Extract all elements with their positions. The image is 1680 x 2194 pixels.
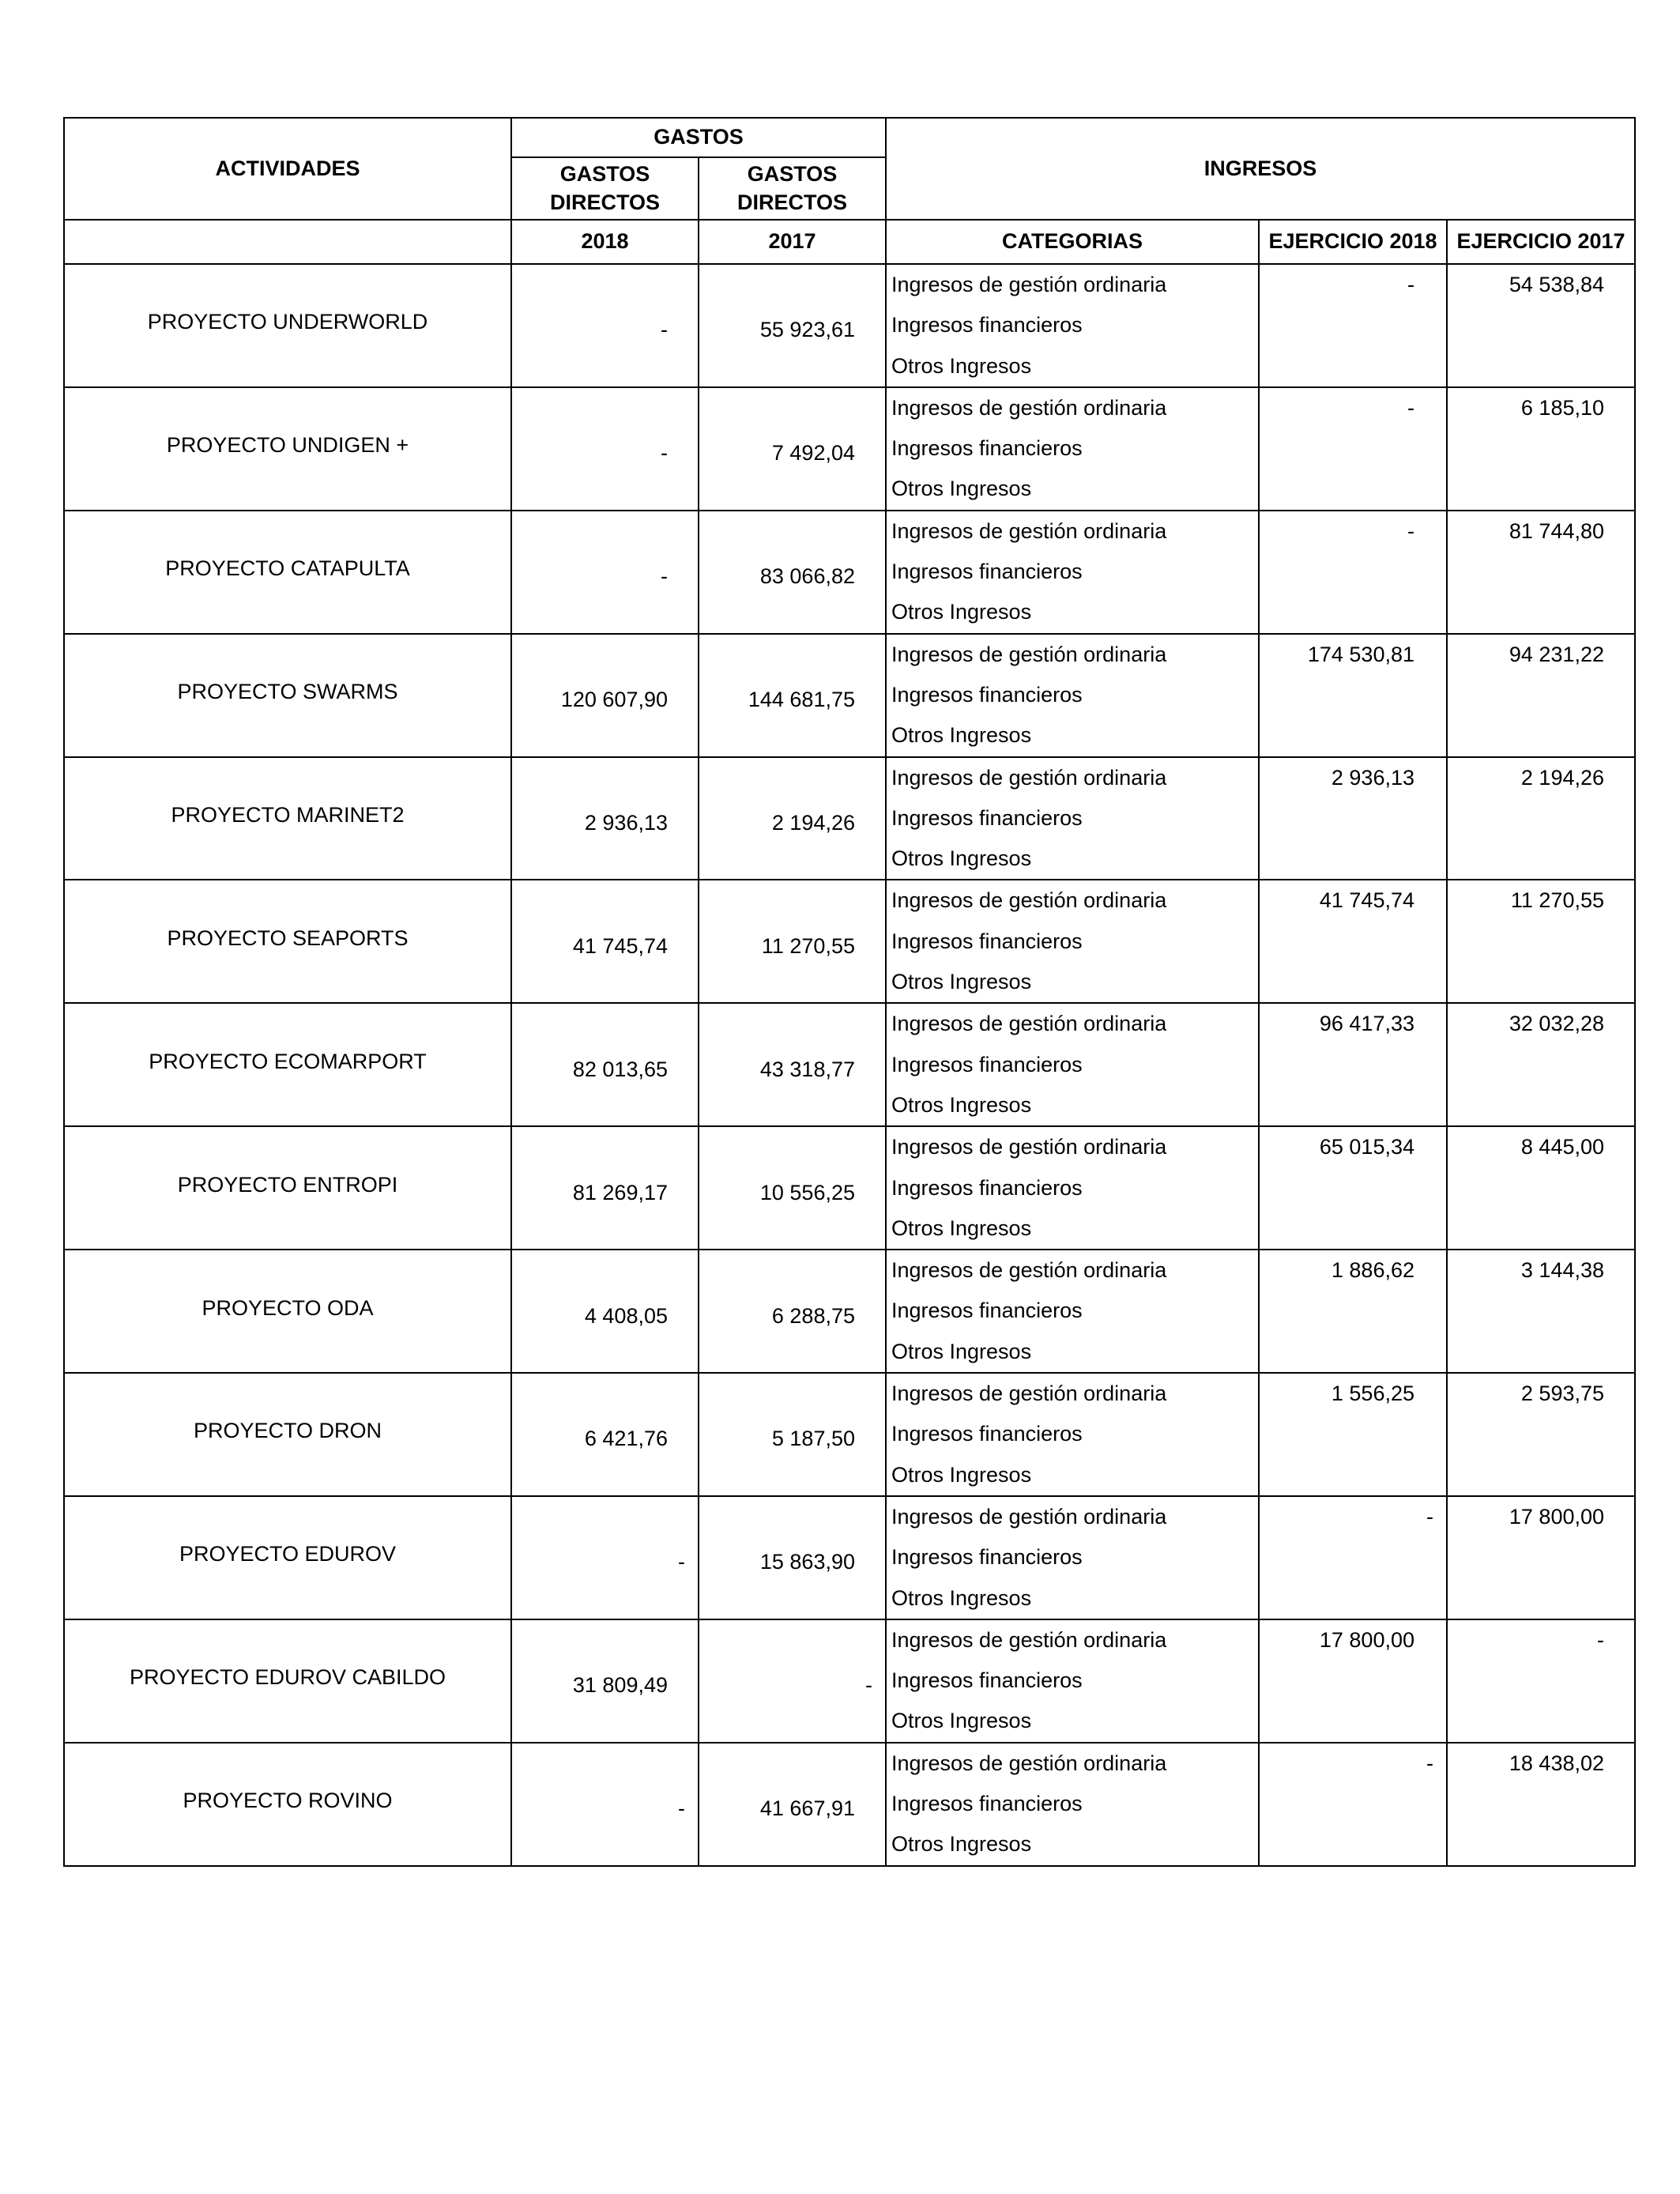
category-label: Otros Ingresos: [891, 477, 1032, 501]
ingresos-2017-value: 32 032,28: [1509, 1012, 1605, 1036]
ingresos-2017-value: 54 538,84: [1509, 273, 1605, 296]
table-row: [64, 1373, 1635, 1496]
gastos-2017-value: 5 187,50: [771, 1427, 855, 1451]
table-row: [64, 757, 1635, 880]
category-label: Otros Ingresos: [891, 1585, 1032, 1610]
gastos-2017-cell: [699, 1003, 886, 1126]
category-label: Otros Ingresos: [891, 970, 1032, 994]
gastos-2018-value: 82 013,65: [572, 1057, 668, 1081]
activity-cell: [64, 1250, 511, 1373]
header-ejercicio-2018: EJERCICIO 2018: [1259, 220, 1447, 264]
table-row: [64, 387, 1635, 511]
categories-cell: [886, 264, 1259, 387]
gastos-2017-value: -: [865, 1673, 872, 1698]
category-label: Ingresos de gestión ordinaria: [891, 273, 1167, 296]
ingresos-2018-value: 1 556,25: [1331, 1382, 1414, 1406]
gastos-2018-cell: [511, 1126, 699, 1250]
ingresos-2018-cell: [1259, 1126, 1447, 1250]
gastos-2018-cell: [511, 511, 699, 634]
gastos-2018-cell: [511, 634, 699, 757]
category-label: Otros Ingresos: [891, 1216, 1032, 1240]
category-label: Ingresos de gestión ordinaria: [891, 1135, 1167, 1159]
category-label: Otros Ingresos: [891, 723, 1032, 748]
gastos-2017-value: 2 194,26: [771, 810, 855, 835]
category-label: Ingresos financieros: [891, 560, 1083, 584]
gastos-2018-value: -: [661, 441, 668, 466]
category-label: Otros Ingresos: [891, 600, 1032, 624]
categories-cell: [886, 1126, 1259, 1250]
gastos-2017-cell: [699, 1496, 886, 1619]
gastos-2018-cell: [511, 1250, 699, 1373]
table-row: [64, 1003, 1635, 1126]
activity-name: PROYECTO UNDERWORLD: [147, 310, 428, 334]
categories-cell: [886, 634, 1259, 757]
activity-cell: [64, 1126, 511, 1250]
ingresos-2017-cell: [1447, 634, 1635, 757]
gastos-2017-cell: [699, 1126, 886, 1250]
gastos-2018-value: 6 421,76: [584, 1427, 668, 1451]
gastos-2017-cell: [699, 264, 886, 387]
ingresos-2017-cell: [1447, 264, 1635, 387]
ingresos-2017-cell: [1447, 757, 1635, 880]
gastos-2017-value: 144 681,75: [748, 688, 855, 712]
category-label: Ingresos financieros: [891, 1422, 1083, 1446]
category-label: Ingresos de gestión ordinaria: [891, 1258, 1167, 1283]
gastos-2017-value: 55 923,61: [759, 318, 855, 342]
gastos-2017-cell: [699, 387, 886, 511]
category-label: Ingresos de gestión ordinaria: [891, 642, 1167, 666]
gastos-2017-value: 43 318,77: [759, 1057, 855, 1081]
gastos-2018-cell: [511, 1003, 699, 1126]
gastos-2018-value: 4 408,05: [584, 1303, 668, 1328]
header-ingresos: INGRESOS: [886, 118, 1635, 220]
activity-cell: [64, 880, 511, 1003]
header-blank-cell: [64, 220, 511, 264]
gastos-2017-value: 10 556,25: [759, 1180, 855, 1204]
activity-cell: [64, 387, 511, 511]
activity-cell: [64, 1619, 511, 1743]
activities-table: [63, 117, 1636, 1867]
ingresos-2018-cell: [1259, 1250, 1447, 1373]
gastos-2018-cell: [511, 1619, 699, 1743]
ingresos-2018-value: -: [1407, 518, 1414, 543]
categories-cell: [886, 1496, 1259, 1619]
categories-cell: [886, 1003, 1259, 1126]
ingresos-2017-cell: [1447, 1126, 1635, 1250]
categories-cell: [886, 511, 1259, 634]
ingresos-2017-cell: [1447, 1373, 1635, 1496]
ingresos-2018-value: 41 745,74: [1319, 888, 1414, 913]
activity-name: PROYECTO ROVINO: [183, 1789, 393, 1813]
ingresos-2018-value: -: [1426, 1504, 1433, 1529]
ingresos-2018-cell: [1259, 757, 1447, 880]
ingresos-2017-value: 2 194,26: [1520, 765, 1605, 790]
ingresos-2018-cell: [1259, 634, 1447, 757]
ingresos-2018-cell: [1259, 1496, 1447, 1619]
category-label: Ingresos financieros: [891, 436, 1083, 461]
ingresos-2018-value: 174 530,81: [1307, 642, 1414, 666]
gastos-2017-cell: [699, 1373, 886, 1496]
ingresos-2018-cell: [1259, 1373, 1447, 1496]
ingresos-2017-value: 94 231,22: [1509, 642, 1605, 666]
activity-name: PROYECTO ECOMARPORT: [149, 1049, 427, 1073]
activity-name: PROYECTO EDUROV: [179, 1542, 397, 1566]
ingresos-2018-cell: [1259, 511, 1447, 634]
ingresos-2017-value: 8 445,00: [1520, 1135, 1605, 1159]
ingresos-2017-cell: [1447, 1003, 1635, 1126]
activity-cell: [64, 757, 511, 880]
category-label: Otros Ingresos: [891, 1462, 1032, 1487]
gastos-2017-value: 41 667,91: [759, 1796, 855, 1821]
gastos-2018-cell: [511, 880, 699, 1003]
category-label: Ingresos financieros: [891, 1052, 1083, 1076]
activity-cell: [64, 264, 511, 387]
categories-cell: [886, 387, 1259, 511]
category-label: Otros Ingresos: [891, 1832, 1032, 1857]
ingresos-2018-value: 17 800,00: [1319, 1627, 1414, 1652]
categories-cell: [886, 1619, 1259, 1743]
categories-cell: [886, 1250, 1259, 1373]
header-gastos-directos-2017: GASTOS DIRECTOS: [699, 157, 886, 220]
gastos-2018-value: -: [678, 1550, 685, 1574]
category-label: Otros Ingresos: [891, 1709, 1032, 1733]
ingresos-2017-value: 17 800,00: [1509, 1504, 1605, 1529]
ingresos-2017-cell: [1447, 1496, 1635, 1619]
ingresos-2018-value: -: [1407, 395, 1414, 420]
category-label: Ingresos de gestión ordinaria: [891, 395, 1167, 420]
gastos-2018-cell: [511, 757, 699, 880]
header-categorias: CATEGORIAS: [886, 220, 1259, 264]
activity-name: PROYECTO SWARMS: [177, 680, 398, 704]
ingresos-2018-cell: [1259, 1003, 1447, 1126]
category-label: Ingresos de gestión ordinaria: [891, 765, 1167, 790]
category-label: Ingresos de gestión ordinaria: [891, 888, 1167, 913]
header-year-2018: 2018: [511, 220, 699, 264]
ingresos-2018-value: 65 015,34: [1319, 1135, 1414, 1159]
gastos-2017-cell: [699, 757, 886, 880]
header-gastos: GASTOS: [511, 118, 886, 157]
ingresos-2018-value: -: [1407, 273, 1414, 296]
gastos-2018-cell: [511, 1743, 699, 1866]
activity-cell: [64, 1373, 511, 1496]
activity-cell: [64, 1003, 511, 1126]
activity-name: PROYECTO UNDIGEN +: [166, 433, 409, 458]
header-year-2017: 2017: [699, 220, 886, 264]
activity-name: PROYECTO DRON: [193, 1419, 382, 1443]
gastos-2018-value: 2 936,13: [584, 810, 668, 835]
category-label: Ingresos financieros: [891, 1175, 1083, 1200]
gastos-2017-cell: [699, 1743, 886, 1866]
gastos-2018-cell: [511, 264, 699, 387]
header-gastos-directos-2018: GASTOS DIRECTOS: [511, 157, 699, 220]
activity-name: PROYECTO ODA: [202, 1295, 374, 1320]
table-row: [64, 511, 1635, 634]
table-row: [64, 1743, 1635, 1866]
activity-cell: [64, 511, 511, 634]
activity-name: PROYECTO ENTROPI: [177, 1172, 398, 1197]
category-label: Ingresos financieros: [891, 1791, 1083, 1815]
category-label: Ingresos de gestión ordinaria: [891, 1751, 1167, 1775]
ingresos-2017-cell: [1447, 387, 1635, 511]
gastos-2017-cell: [699, 1619, 886, 1743]
category-label: Ingresos de gestión ordinaria: [891, 518, 1167, 543]
table-row: [64, 1126, 1635, 1250]
category-label: Ingresos financieros: [891, 1668, 1083, 1693]
ingresos-2018-cell: [1259, 264, 1447, 387]
gastos-2018-value: 120 607,90: [560, 688, 668, 712]
gastos-2017-value: 6 288,75: [771, 1303, 855, 1328]
ingresos-2017-cell: [1447, 1250, 1635, 1373]
categories-cell: [886, 880, 1259, 1003]
ingresos-2017-cell: [1447, 1619, 1635, 1743]
category-label: Ingresos de gestión ordinaria: [891, 1382, 1167, 1406]
gastos-2017-value: 83 066,82: [759, 564, 855, 589]
activity-name: PROYECTO CATAPULTA: [165, 556, 410, 581]
gastos-2017-cell: [699, 880, 886, 1003]
table-row: [64, 880, 1635, 1003]
category-label: Ingresos de gestión ordinaria: [891, 1627, 1167, 1652]
gastos-2018-cell: [511, 1496, 699, 1619]
ingresos-2017-value: 18 438,02: [1509, 1751, 1605, 1775]
ingresos-2017-value: 3 144,38: [1520, 1258, 1605, 1283]
gastos-2018-value: 41 745,74: [572, 933, 668, 958]
activity-name: PROYECTO MARINET2: [171, 802, 405, 827]
gastos-2018-value: -: [678, 1796, 685, 1821]
ingresos-2018-value: -: [1426, 1751, 1433, 1775]
categories-cell: [886, 757, 1259, 880]
table-row: [64, 1250, 1635, 1373]
ingresos-2018-cell: [1259, 1743, 1447, 1866]
category-label: Ingresos financieros: [891, 313, 1083, 337]
gastos-2018-value: -: [661, 318, 668, 342]
gastos-2017-value: 15 863,90: [759, 1550, 855, 1574]
ingresos-2018-value: 1 886,62: [1331, 1258, 1414, 1283]
category-label: Otros Ingresos: [891, 353, 1032, 378]
ingresos-2017-value: 2 593,75: [1520, 1382, 1605, 1406]
ingresos-2018-value: 2 936,13: [1331, 765, 1414, 790]
ingresos-2018-cell: [1259, 880, 1447, 1003]
ingresos-2017-value: 6 185,10: [1520, 395, 1605, 420]
ingresos-2018-cell: [1259, 387, 1447, 511]
category-label: Ingresos financieros: [891, 1545, 1083, 1570]
categories-cell: [886, 1373, 1259, 1496]
activity-cell: [64, 634, 511, 757]
gastos-2017-cell: [699, 634, 886, 757]
gastos-2018-value: 81 269,17: [572, 1180, 668, 1204]
category-label: Otros Ingresos: [891, 1092, 1032, 1117]
header-ejercicio-2017: EJERCICIO 2017: [1447, 220, 1635, 264]
activity-cell: [64, 1496, 511, 1619]
category-label: Ingresos financieros: [891, 1299, 1083, 1323]
ingresos-2017-value: -: [1597, 1627, 1605, 1652]
category-label: Ingresos financieros: [891, 805, 1083, 830]
table-row: [64, 264, 1635, 387]
ingresos-2017-value: 81 744,80: [1509, 518, 1605, 543]
category-label: Ingresos de gestión ordinaria: [891, 1012, 1167, 1036]
table-row: [64, 1496, 1635, 1619]
category-label: Ingresos de gestión ordinaria: [891, 1504, 1167, 1529]
ingresos-2018-cell: [1259, 1619, 1447, 1743]
gastos-2017-value: 7 492,04: [771, 441, 855, 466]
categories-cell: [886, 1743, 1259, 1866]
gastos-2018-value: -: [661, 564, 668, 589]
category-label: Otros Ingresos: [891, 1339, 1032, 1363]
category-label: Ingresos financieros: [891, 929, 1083, 953]
gastos-2018-cell: [511, 387, 699, 511]
gastos-2017-cell: [699, 1250, 886, 1373]
gastos-2018-cell: [511, 1373, 699, 1496]
activity-name: PROYECTO EDUROV CABILDO: [129, 1665, 446, 1690]
table-row: [64, 634, 1635, 757]
table-row: [64, 1619, 1635, 1743]
gastos-2017-cell: [699, 511, 886, 634]
gastos-2017-value: 11 270,55: [761, 933, 855, 958]
ingresos-2017-cell: [1447, 511, 1635, 634]
category-label: Otros Ingresos: [891, 846, 1032, 871]
activity-cell: [64, 1743, 511, 1866]
ingresos-2017-cell: [1447, 1743, 1635, 1866]
gastos-2018-value: 31 809,49: [572, 1673, 668, 1698]
ingresos-2018-value: 96 417,33: [1319, 1012, 1414, 1036]
ingresos-2017-value: 11 270,55: [1510, 888, 1605, 913]
header-actividades: ACTIVIDADES: [64, 118, 511, 220]
activity-name: PROYECTO SEAPORTS: [167, 925, 409, 950]
ingresos-2017-cell: [1447, 880, 1635, 1003]
category-label: Ingresos financieros: [891, 682, 1083, 707]
